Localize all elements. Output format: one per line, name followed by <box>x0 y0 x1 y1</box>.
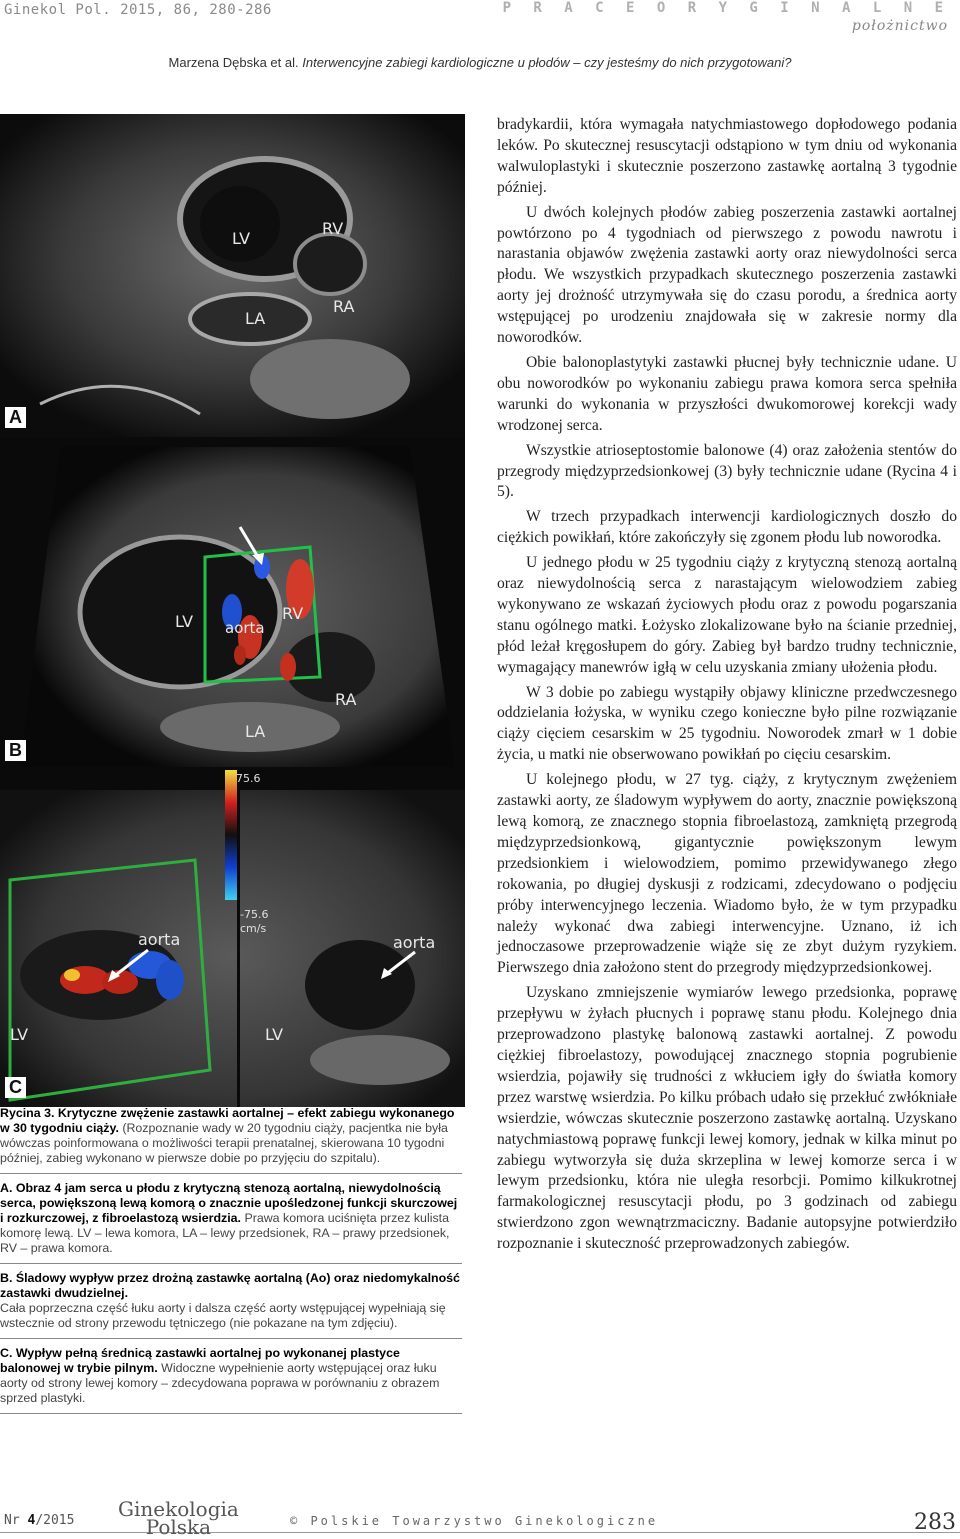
body-paragraph: W 3 dobie po zabiegu wystąpiły objawy kliniczne przedwczesnego oddzielania łożyska, w wyniku czego konieczne było pilne rozwiązanie ciąży cięciem cesarskim w 25 tygodniu. Noworodek zmarł w 1 dobie życia, u matki nie obserwowano powikłań po cięciu cesarskim. <box>497 683 957 764</box>
body-paragraph: U kolejnego płodu, w 27 tyg. ciąży, z krytycznym zwężeniem zastawki aorty, ze śladowym wypływem do aorty, znacznie powiększoną lewą komorą, ze znacznego stopnia fibroelastozą, zamkniętą przegrodą międzyprzedsionkową, gigantycznie powiększonym lewym przedsionkiem i wielowodziem, pomimo przewidywanego złego rokowania, po długiej dyskusji z rodzicami, zdecydowano o podjęciu próby interwencyjnego leczenia. Wiadomo było, że w tym przypadku należy wykonać dwa zabiegi interwencyjne. Uznano, iż ich jednoczasowe przeprowadzenie wiąże się ze zbyt dużym ryzykiem. Pierwszego dnia założono stent do przegrody międzyprzedsionkowej. <box>497 771 957 977</box>
issue-num: 4 <box>27 1513 36 1528</box>
running-title: Interwencyjne zabiegi kardiologiczne u płodów – czy jesteśmy do nich przygotowani? <box>302 55 792 70</box>
label-la: LA <box>245 722 266 741</box>
caption-c-text: Widoczne wypełnienie aorty wstępującej oraz łuku aorty od strony lewej komory – zdecydowana poprawa w porównaniu z obrazem sprzed plastyki. <box>0 1361 440 1405</box>
caption-c-bold: C. Wypływ pełną średnicą zastawki aortalnej po wykonanej plastyce balonowej w trybie pilnym. <box>0 1346 400 1375</box>
caption-a-text: Prawa komora uciśnięta przez kulista komorę lewą. LV – lewa komora, LA – lewy przedsionek, RA – prawy przedsionek, RV – prawa komora. <box>0 1211 450 1255</box>
ultrasound-panel-a <box>0 114 465 437</box>
running-authors: Marzena Dębska et al. <box>168 55 299 70</box>
scale-top: 75.6 <box>236 772 261 785</box>
caption-title-note: (Rozpoznanie wady w 20 tygodniu ciąży, pacjentka nie była wówczas poinformowana o możliwości terapii prenatalnej, skierowana 10 tygodni później, zabieg wykonano w pierwsze dobie po przyjęciu do szpitalu). <box>0 1121 448 1165</box>
label-aorta-right: aorta <box>393 933 436 952</box>
body-paragraph: W trzech przypadkach interwencji kardiologicznych doszło do ciężkich powikłań, które zakończyły się zgonem płodu lub noworodka. <box>497 508 957 547</box>
logo-line-2: Polska <box>145 1515 212 1539</box>
panel-letter-c: C <box>5 1077 26 1098</box>
caption-divider <box>0 1413 462 1414</box>
body-paragraph: Obie balonoplastytyki zastawki płucnej były technicznie udane. U obu noworodków po wykonaniu zabiegu prawa komora serca spełniła warunki do wykonania w przyszłości dwukomorowej korekcji wady wrodzonej serca. <box>497 353 957 434</box>
caption-a-bold: A. Obraz 4 jam serca u płodu z krytyczną stenozą aortalną, niewydolnością serca, powiększoną lewą komorą o znacznie upośledzonej funkcji skurczowej i rozkurczowej, z fibroelastozą wsierdzia. <box>0 1181 458 1225</box>
ultrasound-panel-b <box>0 437 465 770</box>
issue-prefix: Nr <box>4 1513 20 1528</box>
caption-b-bold: B. Śladowy wypływ przez drożną zastawkę aortalną (Ao) oraz niedomykalność zastawki dwudzielnej. <box>0 1271 460 1300</box>
label-ra: RA <box>333 297 355 316</box>
journal-citation: Ginekol Pol. 2015, 86, 280-286 <box>4 2 272 18</box>
society-copyright: © Polskie Towarzystwo Ginekologiczne <box>290 1514 659 1528</box>
figure-3 <box>0 114 465 1107</box>
label-rv: RV <box>322 219 344 238</box>
subsection-label: położnictwo <box>851 18 948 34</box>
issue-number <box>4 1513 74 1528</box>
label-lv-right: LV <box>265 1025 284 1044</box>
label-aorta-left: aorta <box>138 930 181 949</box>
label-la: LA <box>245 309 266 328</box>
body-paragraph: bradykardii, która wymagała natychmiastowego dopłodowego podania leków. Po skutecznej resuscytacji odstąpiono w tym dniu od wykonania walwuloplastyki i skutecznie poszerzono zastawkę aortalną 3 tygodnie później. <box>497 116 957 196</box>
ultrasound-panel-c <box>0 770 465 1107</box>
caption-b-text: Cała poprzeczna część łuku aorty i dalsza część aorty wstępującej wypełniają się wstecznie od strony przewodu tętniczego (nie pokazane na tym zdjęciu). <box>0 1301 446 1330</box>
page-number: 283 <box>914 1510 956 1535</box>
logo-line-1: Ginekologia <box>118 1497 239 1521</box>
figure-caption <box>0 1106 462 1421</box>
running-head <box>0 55 960 70</box>
scale-unit: cm/s <box>240 922 267 935</box>
label-ra: RA <box>335 690 357 709</box>
body-paragraph: Wszystkie atrioseptostomie balonowe (4) oraz założenia stentów do przegrody międzyprzedsionkowej (3) były technicznie udane (Rycina 4 i 5). <box>497 441 957 501</box>
section-label: P R A C E O R Y G I N A L N E <box>502 0 950 16</box>
issue-year: /2015 <box>35 1513 75 1528</box>
label-lv: LV <box>232 229 251 248</box>
label-aorta: aorta <box>225 619 265 637</box>
caption-title: Rycina 3. Krytyczne zwężenie zastawki aortalnej – efekt zabiegu wykonanego w 30 tygodniu ciąży. <box>0 1106 455 1135</box>
body-paragraph: U jednego płodu w 25 tygodniu ciąży z krytyczną stenozą aortalną oraz niewydolnością serca z narastającym wielowodziem zabieg wykonywano ze wskazań życiowych płodu oraz z powodu pogarszania stanu ogólnego matki. Łożysko zlokalizowane było na ścianie przedniej, płód leżał kręgosłupem do góry. Zabieg był bardzo trudny technicznie, wymagający manewrów igłą w celu uzyskania zmiany ułożenia płodu. <box>497 554 957 676</box>
label-rv: RV <box>282 604 304 623</box>
body-paragraph: U dwóch kolejnych płodów zabieg poszerzenia zastawki aortalnej powtórzono po 4 tygodniach od pierwszego z powodu nawrotu i narastania objawów zwężenia zastawki aorty oraz niewydolności serca płodu. We wszystkich przypadkach skutecznego poszerzenia zastawki aorty jej drożność utrzymywała się do czasu porodu, a średnica aorty wstępującej po urodzeniu znajdowała się w zakresie normy dla noworodków. <box>497 203 957 347</box>
panel-letter-b: B <box>5 740 26 761</box>
caption-divider <box>0 1173 462 1174</box>
label-lv: LV <box>175 612 194 631</box>
caption-divider <box>0 1338 462 1339</box>
body-paragraph: Uzyskano zmniejszenie wymiarów lewego przedsionka, poprawę przepływu w żyłach płucnych i poprawę stanu płodu. Kolejnego dnia przeprowadzono plastykę balonową zastawki aortalnej. Z powodu ciężkiej fibroelastozy, powodującej znacznego stopnia pogrubienie wsierdzia, pojawiły się trudności z wkłuciem igły do światła komory przez warstwę wsierdzia. Po kilku próbach udało się przekłuć zwłókniałe wsierdzie, wówczas skutecznie poszerzono zastawkę aortalną. Uzyskano natychmiastową poprawę funkcji lewej komory, jednak w kilka minut po zabiegu wytworzyła się duża skrzeplina w lewej komorze serca i w lewym przedsionku, która nie uległa resorbcji. Pomimo kilkukrotnej farmakologicznej resuscytacji płodu, po 3 godzinach od zabiegu stwierdzono zgon wewnątrzmaciczny. Badanie autopsyjne potwierdziło rozpoznanie i skuteczność przeprowadzonych zabiegów. <box>497 984 957 1253</box>
label-lv-left: LV <box>10 1025 29 1044</box>
scale-bottom: -75.6 <box>240 908 269 921</box>
article-body <box>497 115 957 1259</box>
caption-divider <box>0 1263 462 1264</box>
journal-logo <box>118 1497 239 1539</box>
panel-letter-a: A <box>5 407 26 428</box>
